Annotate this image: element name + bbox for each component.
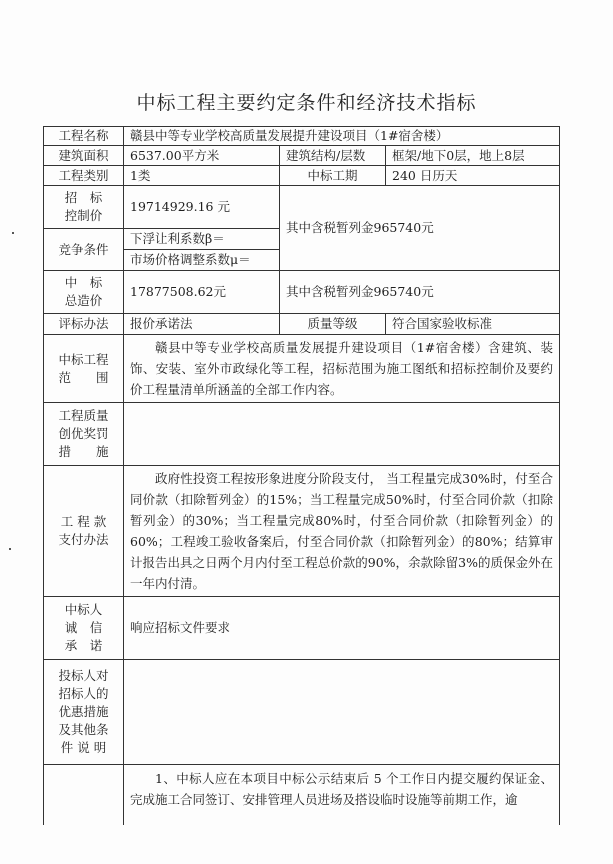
preference-label-line: 投标人对: [58, 668, 109, 683]
integrity-label-line: 中标人: [64, 602, 103, 617]
project-name-label: 工程名称: [44, 127, 124, 146]
last-label: [44, 765, 124, 825]
area-label: 建筑面积: [44, 146, 124, 166]
preference-label-line: 优惠措施: [58, 704, 109, 719]
quality-award-label-line: 创优奖罚: [58, 426, 109, 441]
table-row: [44, 127, 560, 146]
table-row: [44, 146, 560, 166]
table-row: [44, 765, 560, 825]
table-row: [44, 314, 560, 335]
integrity-value: 响应招标文件要求: [124, 597, 560, 660]
integrity-label: [44, 597, 124, 660]
category-value: 1类: [124, 166, 280, 186]
preference-label-line: 件 说 明: [60, 740, 107, 755]
scope-label-line: 中标工程: [58, 351, 109, 367]
beta-label: 下浮让利系数β＝: [124, 229, 280, 250]
scope-value: 赣县中等专业学校高质量发展提升建设项目（1#宿舍楼）含建筑、装饰、安装、室外市政绿化等工程，招标范围为施工图纸和招标控制价及要约价工程量清单所涵盖的全部工作内容。: [124, 335, 560, 403]
preference-label: [44, 660, 124, 765]
preference-label-line: 招标人的: [58, 686, 109, 701]
total-price-value: 17877508.62元: [124, 271, 280, 314]
evaluation-label: 评标办法: [44, 314, 124, 335]
quality-award-label-line: 措 施: [58, 444, 109, 459]
total-price-label-line: 总造价: [64, 293, 103, 308]
evaluation-value: 报价承诺法: [124, 314, 280, 335]
competition-label: 竞争条件: [44, 229, 124, 271]
total-price-label-line: 中 标: [64, 275, 103, 290]
category-label: 工程类别: [44, 166, 124, 186]
table-row: [44, 660, 560, 765]
control-price-label-line: 招 标: [64, 190, 103, 205]
total-price-note: 其中含税暂列金965740元: [280, 271, 560, 314]
quality-label: 质量等级: [280, 314, 386, 335]
quality-award-label-line: 工程质量: [58, 408, 109, 423]
scope-label-line: 范 围: [58, 369, 109, 385]
table-row: [44, 597, 560, 660]
last-value: 1、中标人应在本项目中标公示结束后 5 个工作日内提交履约保证金、完成施工合同签订、安排管理人员进场及搭设临时设施等前期工作，逾: [124, 765, 560, 825]
table-row: [44, 466, 560, 597]
integrity-label-line: 诚 信: [64, 620, 103, 635]
control-price-value: 19714929.16 元: [124, 186, 280, 229]
control-price-label: [44, 186, 124, 229]
preference-label-line: 及其他条: [58, 722, 109, 737]
structure-label: 建筑结构/层数: [280, 146, 386, 166]
total-price-label: [44, 271, 124, 314]
document-title: 中标工程主要约定条件和经济技术指标: [136, 92, 477, 114]
quality-value: 符合国家验收标准: [386, 314, 560, 335]
project-name-value: 赣县中等专业学校高质量发展提升建设项目（1#宿舍楼）: [124, 127, 560, 146]
quality-award-label: [44, 403, 124, 466]
payment-label: [44, 466, 124, 597]
control-price-note: 其中含税暂列金965740元: [280, 186, 560, 271]
table-row: [44, 166, 560, 186]
table-row: [44, 335, 560, 403]
payment-label-line: 支付办法: [58, 532, 109, 547]
control-price-label-line: 控制价: [64, 208, 103, 223]
scan-speck: [9, 548, 11, 550]
period-label: 中标工期: [280, 166, 386, 186]
period-value: 240 日历天: [386, 166, 560, 186]
preference-value: [124, 660, 560, 765]
table-row: [44, 271, 560, 314]
area-value: 6537.00平方米: [124, 146, 280, 166]
scan-speck: [12, 232, 14, 234]
table-row: [44, 403, 560, 466]
table-row: [44, 186, 560, 229]
integrity-label-line: 承 诺: [64, 638, 103, 653]
mu-label: 市场价格调整系数μ＝: [124, 250, 280, 271]
indicator-table: [43, 126, 560, 825]
payment-value: 政府性投资工程按形象进度分阶段支付， 当工程量完成30%时，付至合同价款（扣除暂列金）的15%；当工程量完成50%时，付至合同价款（扣除暂列金）的30%；当工程量完成80%时，付至合同价款（扣除暂列金）的60%；工程竣工验收备案后，付至合同价款（扣除暂列金）的80%；结算审计报告出具之日两个月内付至工程总价款的90%，余款除留3%的质保金外在一年内付清。: [124, 466, 560, 597]
scope-label: [44, 335, 124, 403]
structure-value: 框架/地下0层，地上8层: [386, 146, 560, 166]
payment-label-line: 工 程 款: [60, 514, 107, 529]
quality-award-value: [124, 403, 560, 466]
